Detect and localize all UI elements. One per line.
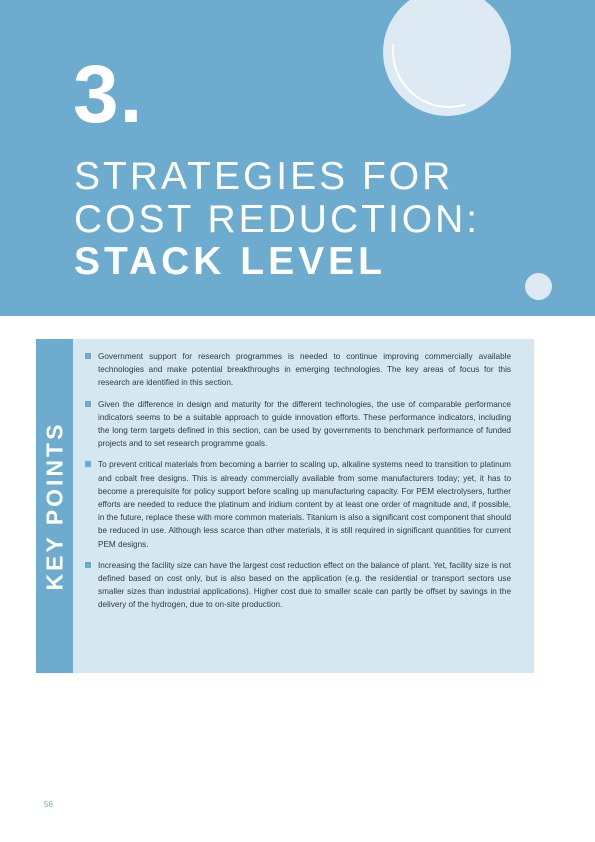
square-bullet-icon [85, 461, 91, 467]
key-points-label: KEY POINTS [41, 421, 68, 591]
chapter-title-line-2: COST REDUCTION: [74, 198, 481, 241]
list-item [85, 350, 511, 390]
chapter-title-line-3: STACK LEVEL [74, 240, 386, 283]
list-item-text: Government support for research programmes is needed to continue improving commercially available technologies and make potential breakthroughs in emerging technologies. The key areas of focus for this research are identified in this section. [98, 352, 511, 388]
chapter-title-line-1: STRATEGIES FOR [74, 155, 454, 198]
list-item [85, 398, 511, 451]
square-bullet-icon [85, 562, 91, 568]
key-points-list [85, 350, 511, 620]
list-item [85, 559, 511, 612]
square-bullet-icon [85, 353, 91, 359]
list-item-text: Increasing the facility size can have the largest cost reduction effect on the balance of plant. Yet, facility size is not defined based on cost only, but is also based on the application (e.g. the residential or transport sectors use smaller sizes than industrial applications). Higher cost due to smaller scale can partly be offset by savings in the delivery of the hydrogen, due to on-site production. [98, 560, 511, 610]
page-number: 56 [44, 800, 53, 809]
decorative-circle-small [525, 273, 552, 300]
list-item-text: Given the difference in design and maturity for the different technologies, the use of comparable performance indicators seems to be a suitable approach to guide innovation efforts. These performance indicators, including the long term targets defined in this section, can be used by governments to benchmark performance of funded projects and to set research programme goals. [98, 399, 511, 449]
list-item-text: To prevent critical materials from becoming a barrier to scaling up, alkaline systems need to transition to platinum and cobalt free designs. This is already commercially available from some manufacturers today; yet, it has to become a prerequisite for policy support before scaling up manufacturing capacity. For PEM electrolysers, further efforts are needed to reduce the platinum and iridium content by at least one order of magnitude and, if possible, in the future, replace these with more common materials. Titanium is also a significant cost component that should be reduced in use. Although less scarce than other materials, it is still required in significant quantities for current PEM designs. [98, 460, 511, 549]
chapter-header-band [0, 0, 595, 316]
chapter-number: 3. [73, 49, 144, 140]
square-bullet-icon [85, 401, 91, 407]
list-item [85, 458, 511, 550]
